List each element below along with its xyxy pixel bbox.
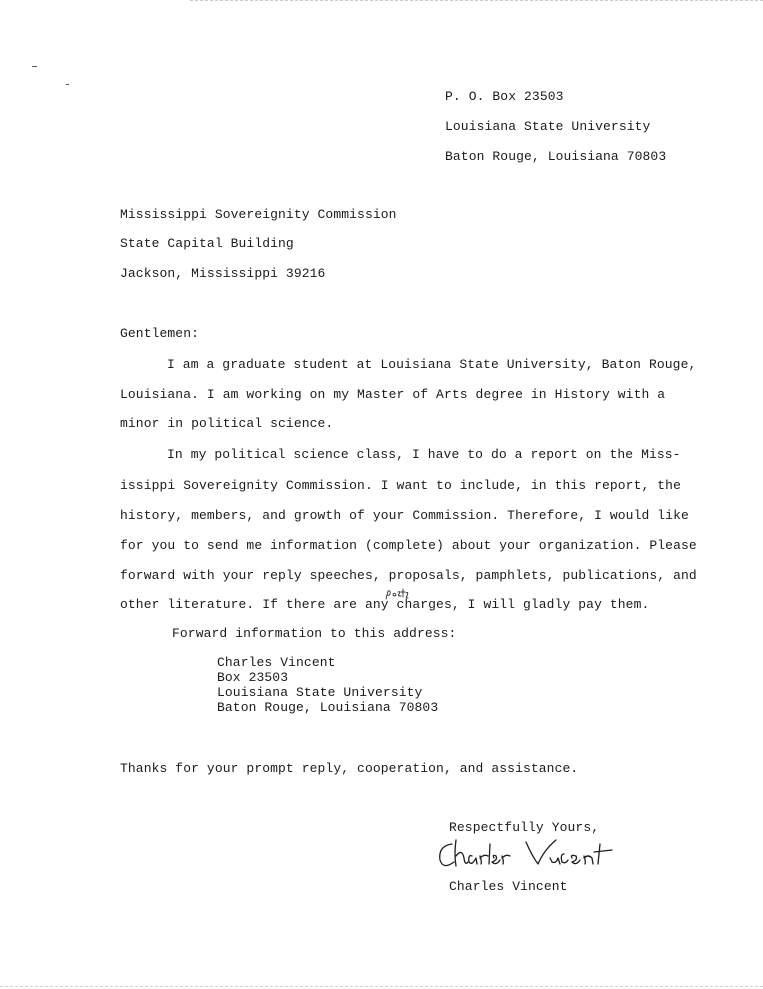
- forward-address-line: Baton Rouge, Louisiana 70803: [217, 700, 439, 715]
- body-line: issippi Sovereignity Commission. I want to include, in this report, the: [120, 478, 681, 493]
- handwritten-insert-glyph: [384, 587, 410, 601]
- complimentary-close: Respectfully Yours,: [449, 820, 600, 835]
- paper-speck: [32, 66, 37, 67]
- recipient-line: Mississippi Sovereignity Commission: [120, 207, 397, 222]
- forward-address-line: Charles Vincent: [217, 655, 336, 670]
- recipient-line: State Capital Building: [120, 236, 294, 251]
- body-line: for you to send me information (complete) about your organization. Please: [120, 538, 697, 553]
- salutation: Gentlemen:: [120, 326, 200, 341]
- body-line: Forward information to this address:: [172, 626, 457, 641]
- handwritten-signature: [434, 832, 634, 876]
- body-line: history, members, and growth of your Commission. Therefore, I would like: [120, 508, 689, 523]
- body-line: In my political science class, I have to do a report on the Miss-: [167, 447, 681, 462]
- page-top-edge: [190, 0, 763, 1]
- body-line: I am a graduate student at Louisiana State University, Baton Rouge,: [167, 357, 697, 372]
- return-address-line: Louisiana State University: [445, 119, 651, 134]
- body-line: other literature. If there are any charges, I will gladly pay them.: [120, 597, 650, 612]
- handwritten-insert-postage: [384, 587, 410, 601]
- forward-address-line: Louisiana State University: [217, 685, 423, 700]
- return-address-line: P. O. Box 23503: [445, 89, 564, 104]
- return-address-line: Baton Rouge, Louisiana 70803: [445, 149, 667, 164]
- page-bottom-edge: [0, 986, 763, 987]
- body-line: minor in political science.: [120, 416, 334, 431]
- typed-signature-name: Charles Vincent: [449, 879, 568, 894]
- forward-address-line: Box 23503: [217, 670, 289, 685]
- signature-glyph: [434, 832, 634, 876]
- recipient-line: Jackson, Mississippi 39216: [120, 266, 326, 281]
- closing-thanks: Thanks for your prompt reply, cooperation, and assistance.: [120, 761, 579, 776]
- body-line: Louisiana. I am working on my Master of Arts degree in History with a: [120, 387, 666, 402]
- body-line: forward with your reply speeches, proposals, pamphlets, publications, and: [120, 568, 697, 583]
- paper-speck: [66, 84, 69, 85]
